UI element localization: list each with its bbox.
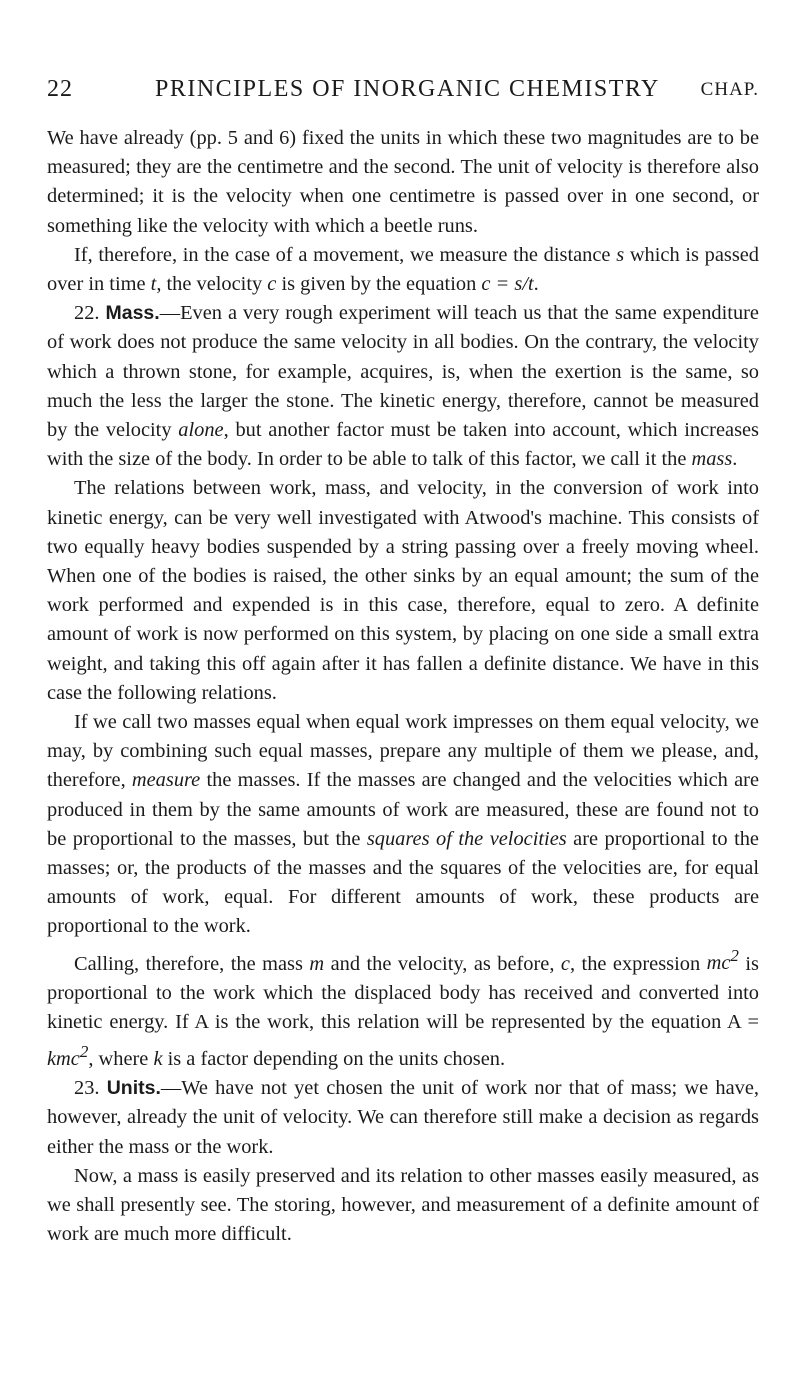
var-t: t: [150, 273, 157, 296]
section-number: 22.: [74, 302, 100, 325]
emph-measure: measure: [131, 769, 201, 792]
page-number: 22: [47, 76, 73, 102]
paragraph-kinetic-energy-equation: Calling, therefore, the mass m and the velocity, as before, c, the expression $mc^2$ is proportional to the work which the displaced body has received and converted into kinetic energy. If A is the work, this relation will be represented by the equation A = kmc$^2$, where k is a factor depending on the units chosen.: [47, 946, 759, 1070]
running-head: [47, 76, 759, 116]
var-k: k: [153, 1047, 163, 1070]
var-s: s: [616, 243, 625, 266]
paragraph-equal-masses: If we call two masses equal when equal work impresses on them equal velocity, we may, by combining such equal masses, prepare any multiple of them we please, and, therefore, measure the masses. If the masses are changed and the velocities which are produced in them by the same amounts of work are measured, these are found not to be proportional to the masses, but the squares of the velocities are proportional to the masses; or, the products of the masses and the squares of the velocities are, for equal amounts of work, equal. For different amounts of work, these products are proportional to the work.: [47, 711, 759, 938]
section-title: Mass.: [105, 302, 160, 325]
section-23-units: 23. Units.—We have not yet chosen the unit of work nor that of mass; we have, however, already the unit of velocity. We can therefore still make a decision as regards either the mass or the work.: [47, 1077, 759, 1158]
emph-mass: mass: [691, 448, 733, 471]
paragraph-velocity-equation: If, therefore, in the case of a movement, we measure the distance s which is passed over in time t, the velocity c is given by the equation c = s/t.: [47, 243, 760, 296]
body-text: [47, 124, 759, 1249]
section-22-mass: 22. Mass.—Even a very rough experiment will teach us that the same expenditure of work does not produce the same velocity in all bodies. On the contrary, the velocity which a thrown stone, for example, acquires, is, when the exertion is the same, so much the less the larger the stone. The kinetic energy, therefore, cannot be measured by the velocity alone, but another factor must be taken into account, which increases with the size of the body. In order to be able to talk of this factor, we call it the mass.: [47, 302, 759, 471]
paragraph-atwood-machine: The relations between work, mass, and velocity, in the conversion of work into kinetic energy, can be very well investigated with Atwood's machine. This consists of two equally heavy bodies suspended by a string passing over a freely moving wheel. When one of the bodies is raised, the other sinks by an equal amount; the sum of the work performed and expended is in this case, therefore, equal to zero. A definite amount of work is now performed on this system, by placing on one side a small extra weight, and taking this off again after it has fallen a definite distance. We have in this case the following relations.: [47, 477, 759, 704]
expr-kmc2: kmc$^2$: [47, 1042, 89, 1070]
emph-alone: alone: [178, 419, 224, 442]
book-page: [47, 0, 759, 1249]
var-c-velocity: c: [560, 952, 570, 975]
expr-mc2: $mc^2$: [706, 946, 739, 975]
emph-squares-of-velocities: squares of the velocities: [366, 827, 567, 850]
section-title: Units.: [106, 1077, 161, 1100]
running-title: PRINCIPLES OF INORGANIC CHEMISTRY: [155, 76, 660, 102]
var-m: m: [309, 952, 325, 975]
equation-velocity: c = s/t: [481, 273, 534, 296]
chapter-label: CHAP.: [700, 79, 759, 100]
paragraph-units-of-velocity: We have already (pp. 5 and 6) fixed the units in which these two magnitudes are to be measured; they are the centimetre and the second. The unit of velocity is therefore also determined; it is the velocity when one centimetre is passed over in one second, or something like the velocity with which a beetle runs.: [47, 127, 759, 237]
section-number: 23.: [74, 1077, 100, 1100]
paragraph-mass-preserved: Now, a mass is easily preserved and its relation to other masses easily measured, as we shall presently see. The storing, however, and measurement of a definite amount of work are much more difficult.: [47, 1164, 759, 1246]
var-c: c: [267, 273, 277, 296]
